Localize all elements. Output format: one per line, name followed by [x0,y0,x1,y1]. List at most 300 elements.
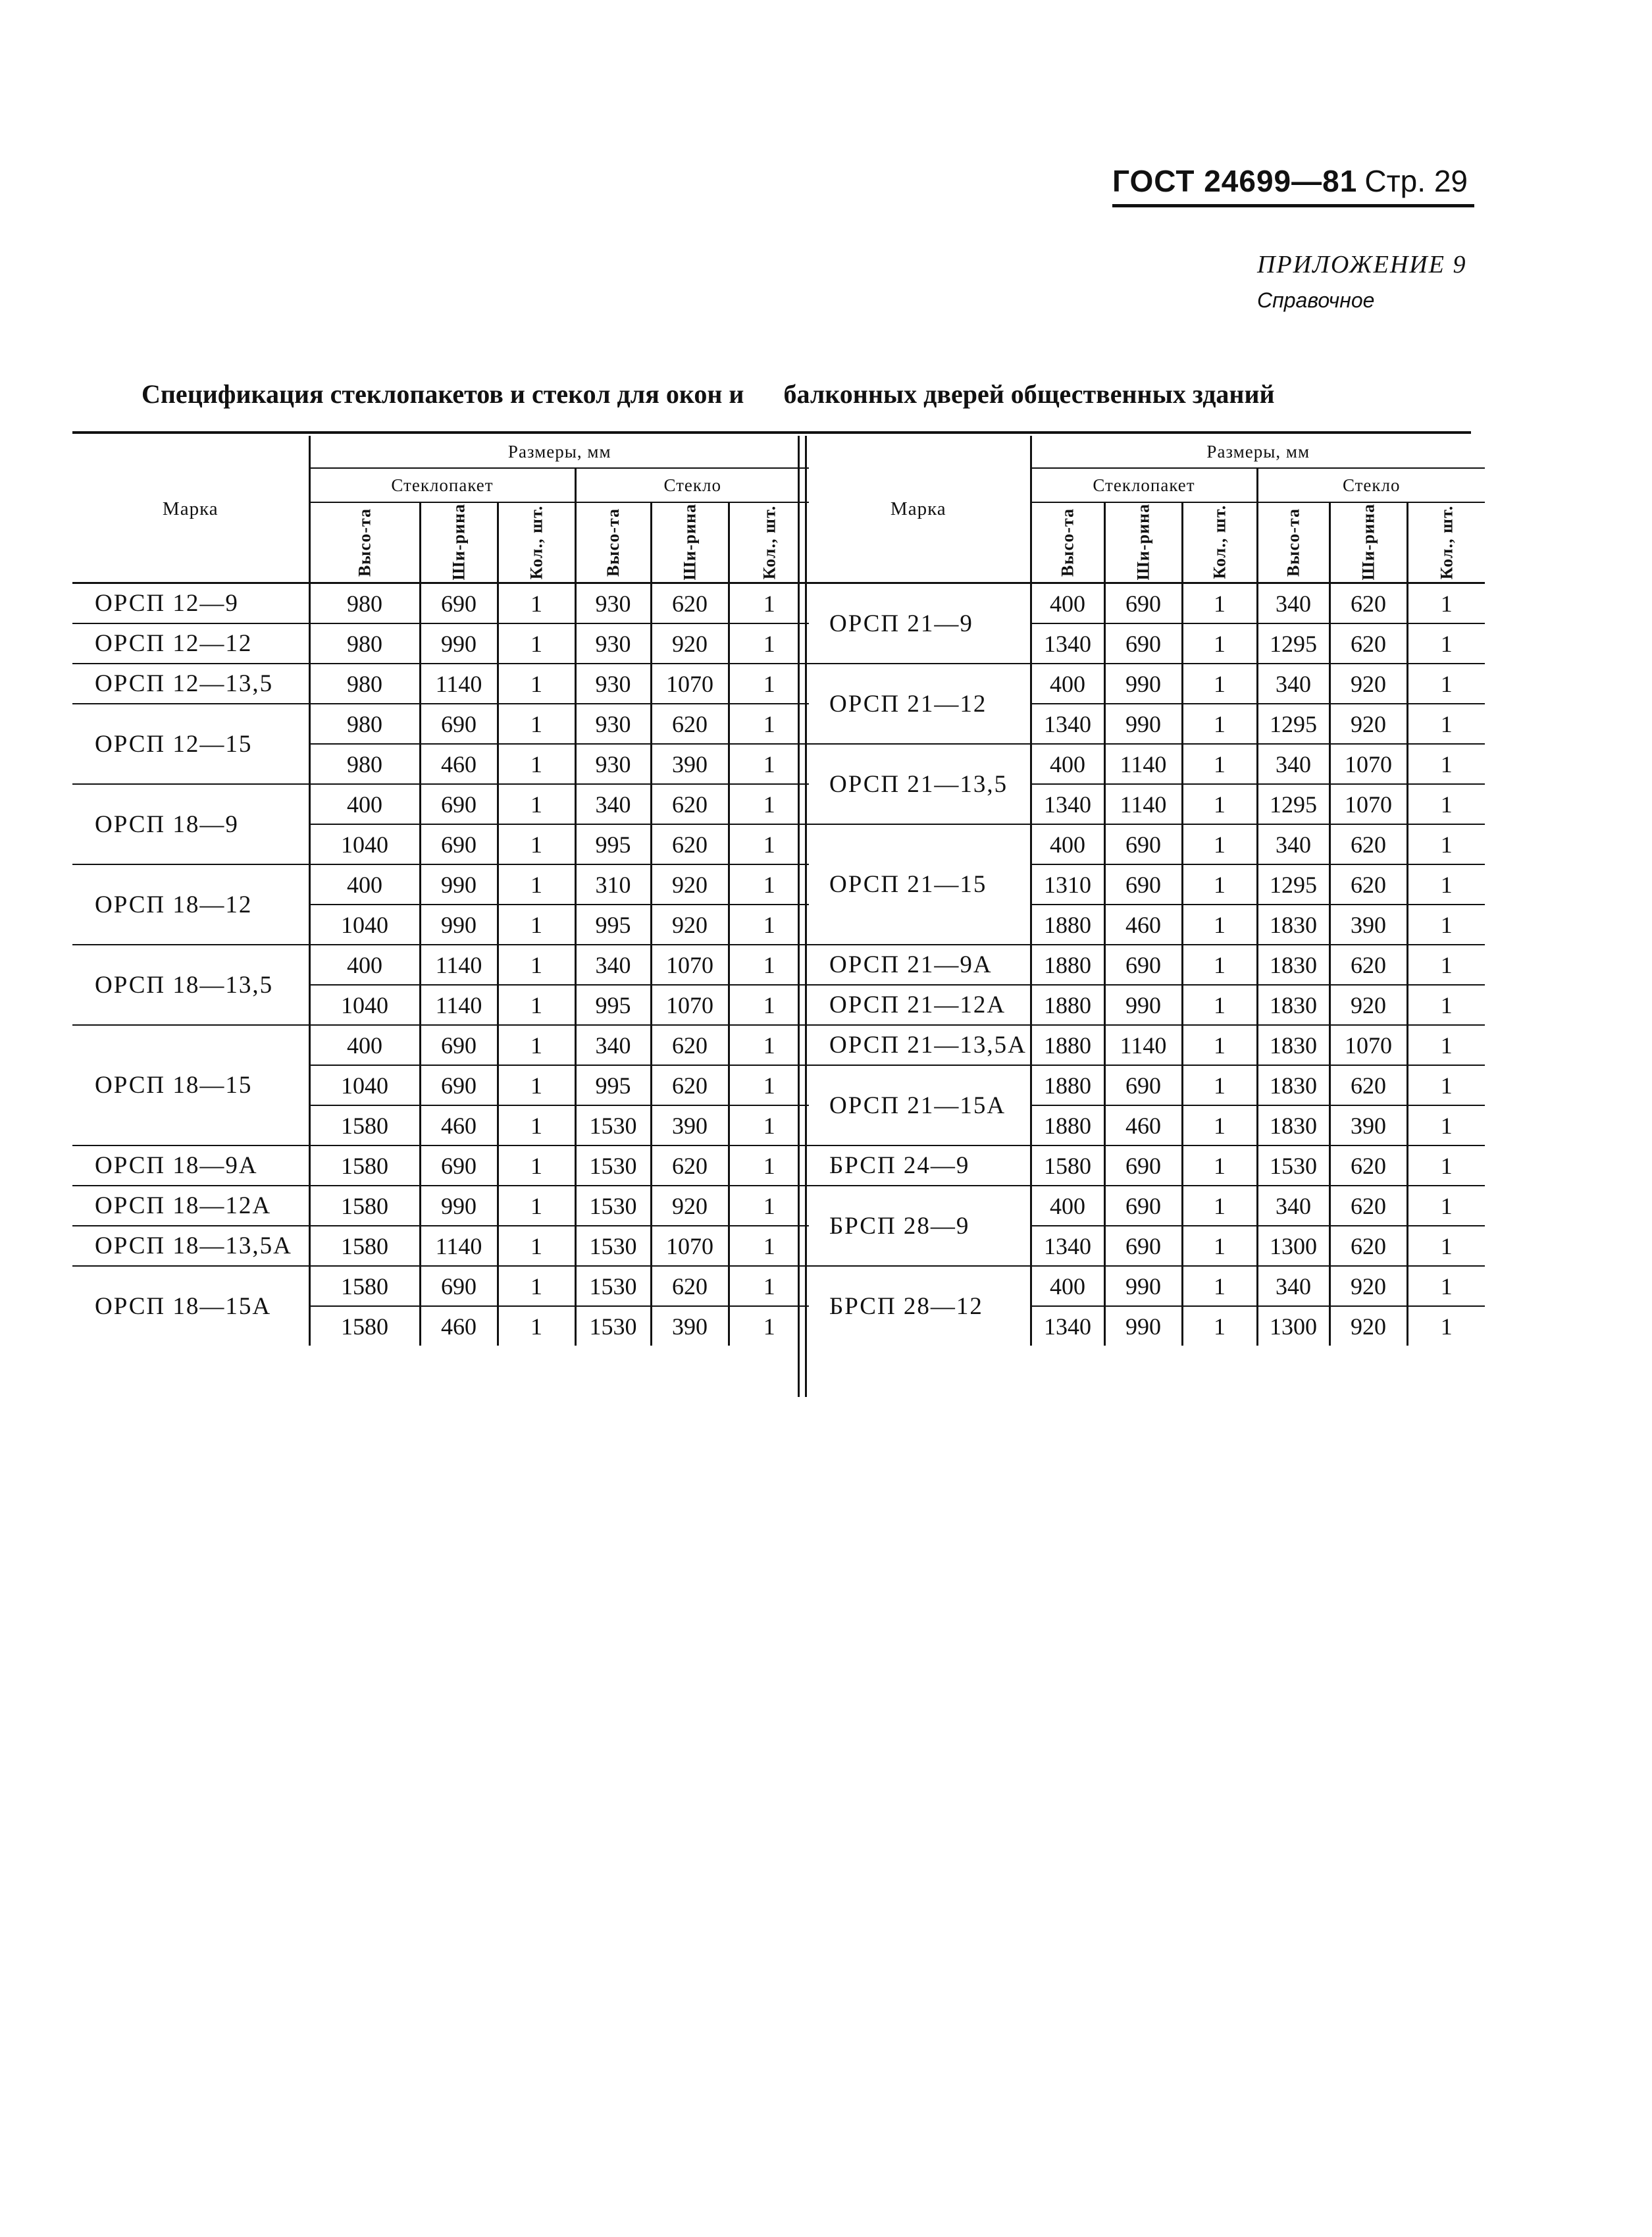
mark-cell: ОРСП 18—9 [72,784,309,864]
table-row [807,583,1485,624]
value-cell: 390 [1329,1105,1407,1145]
value-cell: 620 [651,1025,729,1065]
value-cell: 690 [1104,1145,1182,1186]
value-cell: 1 [1182,1306,1257,1346]
value-cell: 1040 [309,905,420,945]
value-cell: 980 [309,704,420,744]
value-cell: 1 [729,1306,809,1346]
value-cell: 990 [420,1186,498,1226]
value-cell: 995 [575,905,651,945]
value-cell: 1 [729,744,809,784]
value-cell: 1 [498,945,575,985]
value-cell: 1880 [1031,1025,1104,1065]
value-cell: 400 [309,1025,420,1065]
value-cell: 1 [1407,1226,1485,1266]
value-cell: 1 [1407,623,1485,664]
value-cell: 1 [498,1226,575,1266]
value-cell: 340 [1257,744,1329,784]
value-cell: 1040 [309,985,420,1025]
value-cell: 690 [420,1065,498,1105]
header-col-width [1104,502,1182,583]
value-cell: 400 [1031,744,1104,784]
value-cell: 1830 [1257,1105,1329,1145]
value-cell: 340 [1257,583,1329,624]
value-cell: 1 [1407,583,1485,624]
value-cell: 1140 [420,664,498,704]
value-cell: 1 [1407,704,1485,744]
value-cell: 1580 [309,1266,420,1306]
value-cell: 1 [1407,1145,1485,1186]
mark-cell: ОРСП 21—13,5А [807,1025,1031,1065]
value-cell: 1 [498,583,575,624]
value-cell: 1 [1407,784,1485,824]
value-cell: 1 [1182,945,1257,985]
mark-cell: ОРСП 18—15А [95,1292,272,1320]
value-cell: 340 [1257,1186,1329,1226]
value-cell: 1 [1182,1065,1257,1105]
value-cell: 1070 [1329,744,1407,784]
value-cell: 1 [498,864,575,905]
table-row [72,1145,809,1186]
header-marka: Марка [807,436,1031,583]
appendix-type: Справочное [1257,288,1375,312]
value-cell: 1530 [575,1266,651,1306]
value-cell: 1070 [651,945,729,985]
value-cell: 340 [575,1025,651,1065]
value-cell: 1070 [1329,1025,1407,1065]
value-cell: 990 [420,864,498,905]
header-glass-unit: Стеклопакет [309,468,575,502]
value-cell: 620 [1329,1226,1407,1266]
header-glass-unit: Стеклопакет [1031,468,1257,502]
header-col-qty-label: Кол., шт. [527,505,546,580]
value-cell: 1830 [1257,985,1329,1025]
value-cell: 400 [1031,664,1104,704]
value-cell: 980 [309,623,420,664]
table-row [807,1266,1485,1306]
header-col-width-label: Ши-рина [1133,503,1152,581]
header-col-height-label: Высо-та [355,508,374,577]
mark-cell: ОРСП 12—9 [72,583,309,624]
value-cell: 1 [1407,1065,1485,1105]
value-cell: 620 [651,583,729,624]
value-cell: 620 [1329,623,1407,664]
value-cell: 1580 [309,1306,420,1346]
value-cell: 1 [498,704,575,744]
value-cell: 1 [729,1105,809,1145]
value-cell: 920 [1329,1306,1407,1346]
value-cell: 1295 [1257,623,1329,664]
value-cell: 690 [420,1266,498,1306]
header-col-height-label: Высо-та [1283,508,1303,577]
value-cell: 930 [575,664,651,704]
value-cell: 690 [1104,623,1182,664]
value-cell: 1530 [575,1145,651,1186]
value-cell: 400 [1031,1266,1104,1306]
value-cell: 1 [498,985,575,1025]
value-cell: 990 [1104,1306,1182,1346]
value-cell: 1 [1182,864,1257,905]
value-cell: 1 [729,1186,809,1226]
value-cell: 1 [1182,744,1257,784]
header-sizes: Размеры, мм [1031,436,1485,468]
value-cell: 1 [1407,1266,1485,1306]
value-cell: 920 [651,623,729,664]
value-cell: 400 [1031,824,1104,864]
value-cell: 1300 [1257,1226,1329,1266]
value-cell: 620 [651,1145,729,1186]
value-cell: 1070 [651,664,729,704]
value-cell: 390 [651,1105,729,1145]
value-cell: 1 [1182,623,1257,664]
value-cell: 1 [1407,824,1485,864]
value-cell: 1 [498,744,575,784]
value-cell: 995 [575,985,651,1025]
value-cell: 1 [729,864,809,905]
value-cell: 460 [1104,905,1182,945]
value-cell: 1880 [1031,945,1104,985]
value-cell: 390 [651,744,729,784]
table-row [807,1186,1485,1226]
mark-cell: ОРСП 21—9А [807,945,1031,985]
value-cell: 690 [1104,824,1182,864]
table-row [807,1145,1485,1186]
value-cell: 990 [1104,704,1182,744]
table-row [72,1025,809,1065]
value-cell: 1 [498,1186,575,1226]
value-cell: 400 [1031,583,1104,624]
value-cell: 1 [1407,945,1485,985]
mark-cell: ОРСП 12—12 [72,623,309,664]
table-row [72,583,809,624]
mark-cell: ОРСП 21—15 [807,824,1031,945]
value-cell: 1140 [420,985,498,1025]
value-cell: 1 [1182,664,1257,704]
value-cell: 690 [1104,864,1182,905]
header-rule [1112,204,1474,207]
value-cell: 340 [1257,1266,1329,1306]
value-cell: 930 [575,583,651,624]
value-cell: 460 [1104,1105,1182,1145]
table-row [807,664,1485,704]
value-cell: 1 [1182,583,1257,624]
header-col-height-label: Высо-та [603,508,623,577]
value-cell: 620 [651,1065,729,1105]
value-cell: 990 [420,623,498,664]
mark-cell: ОРСП 12—13,5 [72,664,309,704]
value-cell: 1 [729,784,809,824]
value-cell: 1340 [1031,784,1104,824]
value-cell: 1140 [420,1226,498,1266]
value-cell: 690 [420,824,498,864]
value-cell: 690 [420,704,498,744]
value-cell: 1 [1407,905,1485,945]
header-col-height [575,502,651,583]
value-cell: 340 [575,945,651,985]
value-cell: 1 [729,1226,809,1266]
value-cell: 1070 [1329,784,1407,824]
value-cell: 1 [498,1105,575,1145]
header-col-qty [729,502,809,583]
value-cell: 1 [1407,1306,1485,1346]
header-col-width-label: Ши-рина [1358,503,1378,581]
value-cell: 620 [651,824,729,864]
value-cell: 1070 [651,1226,729,1266]
header-col-height [1257,502,1329,583]
table-row [72,784,809,824]
value-cell: 920 [1329,704,1407,744]
mark-cell: ОРСП 12—15 [72,704,309,784]
value-cell: 340 [1257,664,1329,704]
value-cell: 1830 [1257,945,1329,985]
value-cell: 1830 [1257,905,1329,945]
value-cell: 690 [420,1025,498,1065]
mark-cell: ОРСП 18—9А [72,1145,309,1186]
value-cell: 980 [309,583,420,624]
mark-cell: БРСП 24—9 [807,1145,1031,1186]
value-cell: 990 [1104,664,1182,704]
value-cell: 1 [498,664,575,704]
value-cell: 390 [1329,905,1407,945]
mark-cell: ОРСП 21—12 [807,664,1031,744]
table-title-part1: Спецификация стеклопакетов и стекол для окон и [142,379,744,409]
value-cell: 1 [729,583,809,624]
value-cell: 1880 [1031,905,1104,945]
value-cell: 1830 [1257,1065,1329,1105]
value-cell: 1 [729,1025,809,1065]
table-row [807,744,1485,784]
table-top-rule [72,431,1471,434]
table-row [72,664,809,704]
value-cell: 1880 [1031,1105,1104,1145]
value-cell: 1 [1407,1105,1485,1145]
value-cell: 690 [1104,583,1182,624]
value-cell: 620 [651,784,729,824]
table-title [142,379,1275,409]
value-cell: 1 [498,784,575,824]
value-cell: 930 [575,704,651,744]
value-cell: 1 [498,1025,575,1065]
header-marka: Марка [72,436,309,583]
value-cell: 1 [1407,744,1485,784]
value-cell: 1340 [1031,623,1104,664]
mark-cell: ОРСП 18—12 [72,864,309,945]
value-cell: 1140 [420,945,498,985]
value-cell: 920 [1329,985,1407,1025]
value-cell: 620 [1329,1065,1407,1105]
value-cell: 1140 [1104,744,1182,784]
table-row [72,704,809,744]
value-cell: 930 [575,744,651,784]
value-cell: 1 [498,905,575,945]
value-cell: 690 [420,583,498,624]
table-row [72,945,809,985]
value-cell: 1880 [1031,1065,1104,1105]
value-cell: 1 [1182,985,1257,1025]
value-cell: 400 [309,864,420,905]
value-cell: 995 [575,1065,651,1105]
header-col-qty [498,502,575,583]
header-col-width [420,502,498,583]
value-cell: 620 [1329,583,1407,624]
spec-table-right [807,436,1485,1346]
table-row [807,985,1485,1025]
value-cell: 1070 [651,985,729,1025]
header-glass: Стекло [1257,468,1485,502]
header-col-width [1329,502,1407,583]
value-cell: 1 [729,824,809,864]
value-cell: 980 [309,744,420,784]
value-cell: 1 [498,1266,575,1306]
header-col-qty-label: Кол., шт. [759,505,779,580]
value-cell: 620 [651,1266,729,1306]
header-col-width-label: Ши-рина [680,503,699,581]
value-cell: 1 [1182,905,1257,945]
value-cell: 1 [729,1266,809,1306]
value-cell: 460 [420,1306,498,1346]
value-cell: 1140 [1104,784,1182,824]
table-row [72,864,809,905]
value-cell: 1530 [575,1186,651,1226]
value-cell: 1 [1407,864,1485,905]
value-cell: 930 [575,623,651,664]
value-cell: 1 [498,824,575,864]
value-cell: 1530 [575,1226,651,1266]
value-cell: 1 [1182,1025,1257,1065]
value-cell: 1 [498,623,575,664]
table-row [807,1065,1485,1105]
value-cell: 1340 [1031,1226,1104,1266]
value-cell: 1 [1182,824,1257,864]
value-cell: 1040 [309,824,420,864]
value-cell: 1530 [1257,1145,1329,1186]
value-cell: 1580 [309,1186,420,1226]
value-cell: 1340 [1031,1306,1104,1346]
value-cell: 1580 [309,1226,420,1266]
mark-cell: БРСП 28—12 [829,1292,983,1320]
value-cell: 620 [1329,1186,1407,1226]
value-cell: 1580 [309,1105,420,1145]
page-number: Стр. 29 [1364,164,1468,198]
mark-cell: БРСП 28—9 [807,1186,1031,1266]
header-col-height [1031,502,1104,583]
mark-cell: ОРСП 21—12А [807,985,1031,1025]
value-cell: 1295 [1257,784,1329,824]
value-cell: 1 [1182,704,1257,744]
value-cell: 1 [1407,664,1485,704]
value-cell: 1530 [575,1306,651,1346]
page-header [1112,157,1474,209]
value-cell: 310 [575,864,651,905]
value-cell: 995 [575,824,651,864]
table-row [807,1025,1485,1065]
header-sizes: Размеры, мм [309,436,809,468]
value-cell: 1 [729,1065,809,1105]
value-cell: 1 [729,664,809,704]
value-cell: 1300 [1257,1306,1329,1346]
value-cell: 1580 [309,1145,420,1186]
appendix-title: ПРИЛОЖЕНИЕ 9 [1257,251,1467,278]
header-glass: Стекло [575,468,809,502]
value-cell: 620 [651,704,729,744]
value-cell: 990 [1104,985,1182,1025]
value-cell: 1 [729,905,809,945]
value-cell: 980 [309,664,420,704]
value-cell: 460 [420,744,498,784]
mark-cell: ОРСП 21—13,5 [807,744,1031,824]
value-cell: 1140 [1104,1025,1182,1065]
value-cell: 1530 [575,1105,651,1145]
value-cell: 690 [420,784,498,824]
header-col-qty-label: Кол., шт. [1436,505,1456,580]
header-col-qty [1182,502,1257,583]
value-cell: 920 [1329,1266,1407,1306]
standard-number: ГОСТ 24699—81 [1112,164,1358,198]
mark-cell: ОРСП 21—15А [807,1065,1031,1145]
value-cell: 1 [1182,1145,1257,1186]
table-row [807,945,1485,985]
value-cell: 1 [729,945,809,985]
table-row [72,1266,809,1306]
table-row [72,1226,809,1266]
value-cell: 1 [1182,1186,1257,1226]
value-cell: 460 [420,1105,498,1145]
value-cell: 620 [1329,945,1407,985]
value-cell: 1 [1182,1226,1257,1266]
value-cell: 1 [498,1306,575,1346]
value-cell: 690 [1104,1186,1182,1226]
table-title-part2: балконных дверей общественных зданий [783,379,1275,409]
value-cell: 620 [1329,824,1407,864]
value-cell: 690 [420,1145,498,1186]
value-cell: 1295 [1257,864,1329,905]
header-col-height-label: Высо-та [1058,508,1077,577]
value-cell: 1 [498,1065,575,1105]
header-col-width-label: Ши-рина [449,503,468,581]
value-cell: 1880 [1031,985,1104,1025]
value-cell: 1 [729,1145,809,1186]
value-cell: 1040 [309,1065,420,1105]
value-cell: 1310 [1031,864,1104,905]
value-cell: 990 [1104,1266,1182,1306]
value-cell: 920 [651,905,729,945]
header-col-width [651,502,729,583]
mark-cell: ОРСП 18—13,5 [72,945,309,1025]
header-col-height [309,502,420,583]
table-row [807,824,1485,864]
value-cell: 920 [1329,664,1407,704]
mark-cell: ОРСП 18—15 [72,1025,309,1145]
value-cell: 990 [420,905,498,945]
mark-cell: ОРСП 21—9 [807,583,1031,664]
value-cell: 390 [651,1306,729,1346]
header-col-qty [1407,502,1485,583]
value-cell: 1830 [1257,1025,1329,1065]
value-cell: 1 [1182,1105,1257,1145]
value-cell: 340 [575,784,651,824]
value-cell: 400 [309,784,420,824]
value-cell: 690 [1104,1226,1182,1266]
value-cell: 340 [1257,824,1329,864]
value-cell: 620 [1329,1145,1407,1186]
value-cell: 920 [651,1186,729,1226]
value-cell: 1580 [1031,1145,1104,1186]
value-cell: 690 [1104,1065,1182,1105]
value-cell: 1 [1407,1186,1485,1226]
spec-table-left [72,436,809,1346]
value-cell: 1 [729,985,809,1025]
value-cell: 1 [729,704,809,744]
